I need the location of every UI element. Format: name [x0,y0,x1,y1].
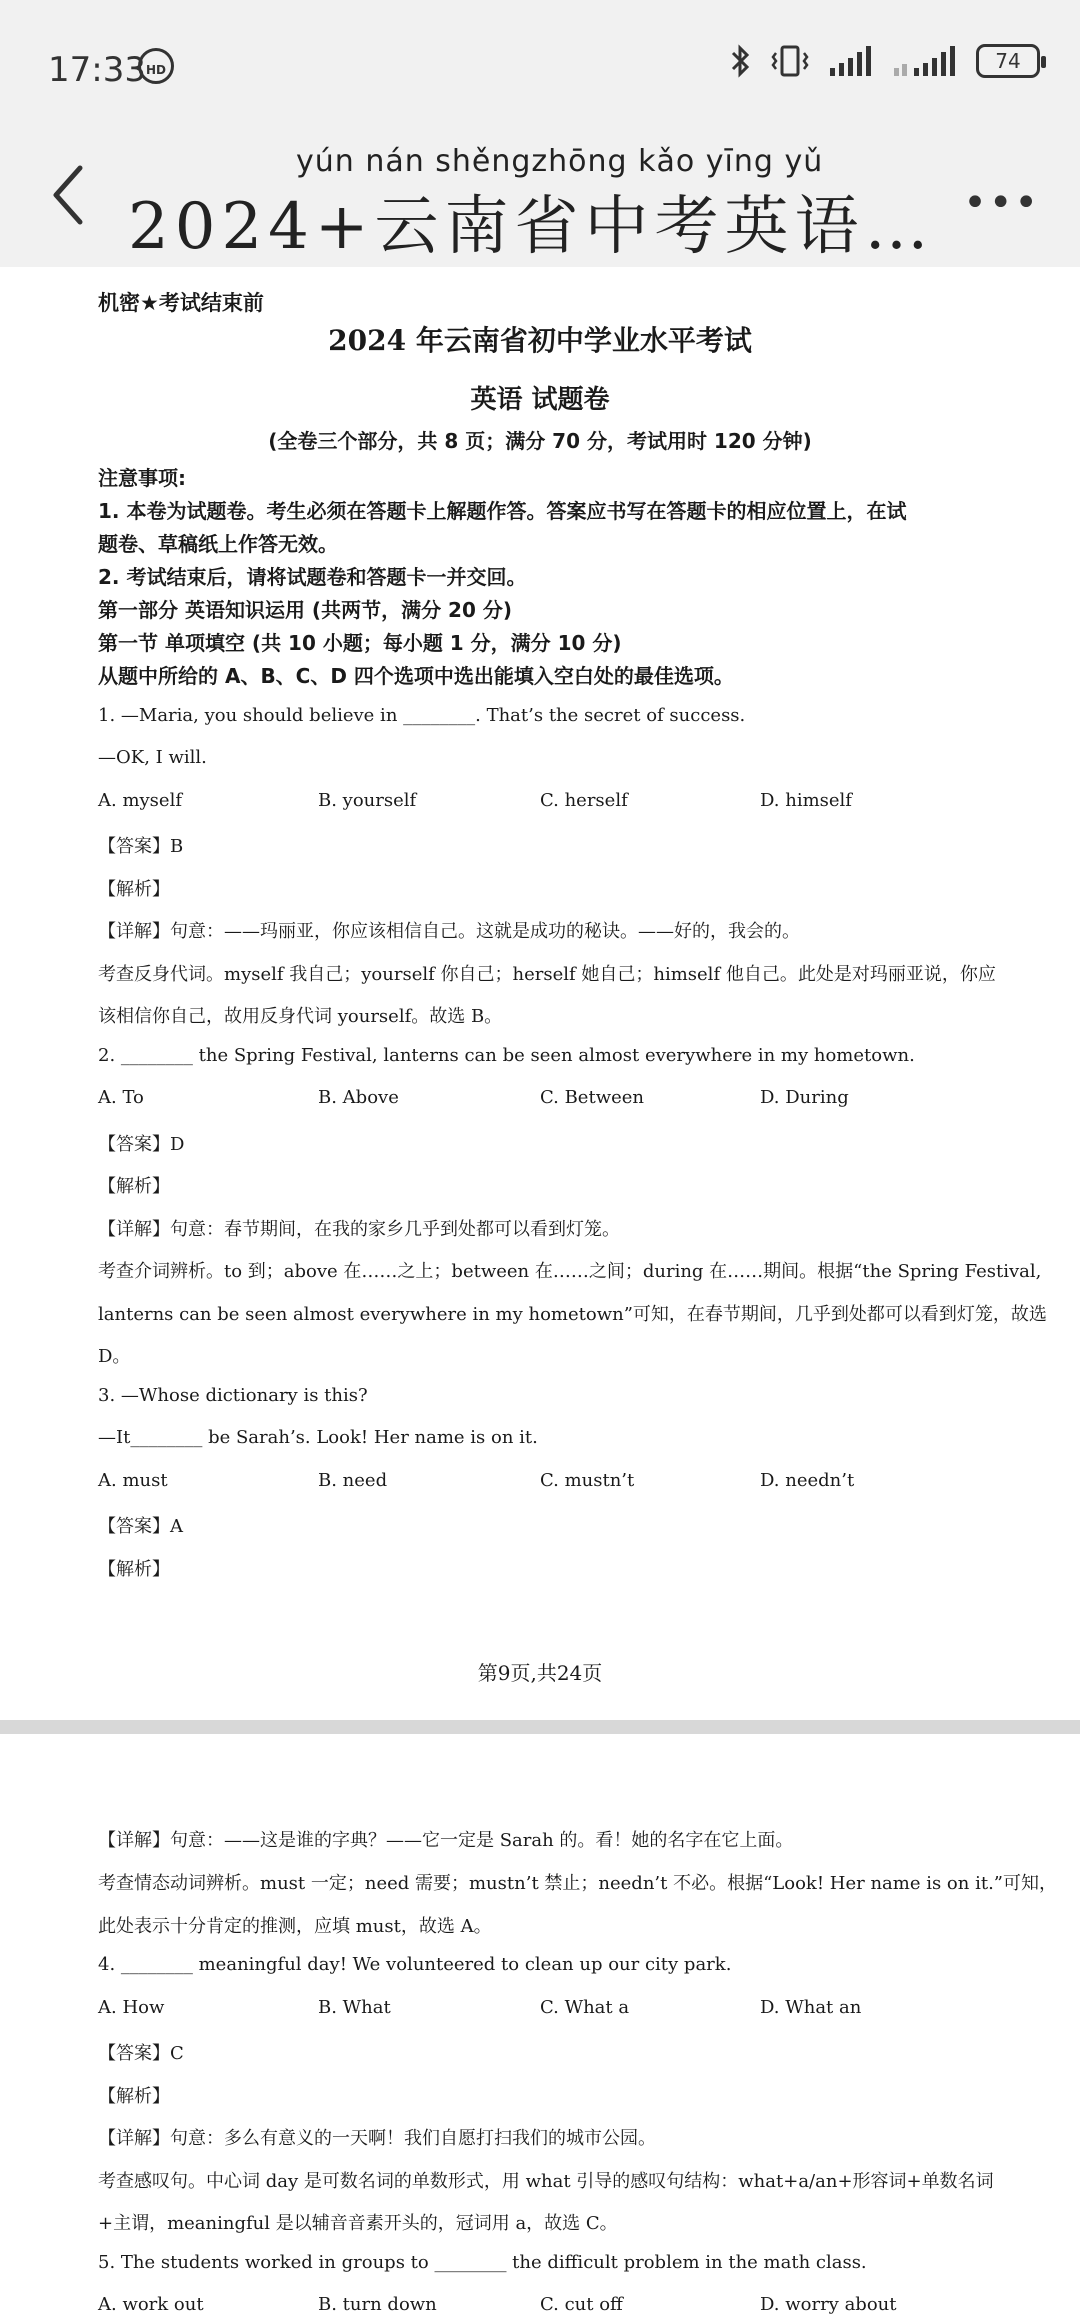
subject-title: 英语 试题卷 [470,385,610,415]
q1-detail: 【详解】句意：——玛丽亚，你应该相信自己。这就是成功的秘诀。——好的，我会的。 [98,921,800,942]
back-arrow-icon[interactable] [44,160,94,230]
clock: 17:33 [48,50,146,90]
q1-explanation-b: 该相信你自己，故用反身代词 yourself。故选 B。 [98,1006,503,1027]
status-bar [0,0,1080,130]
vibrate-icon [770,44,810,78]
q3-stem: 3. —Whose dictionary is this? [98,1385,368,1406]
q2-option-b: B. Above [318,1087,399,1108]
q3-option-a: A. must [98,1470,168,1491]
bluetooth-icon [730,44,752,78]
signal-secondary-icon [892,44,958,78]
system-icons [730,44,1040,78]
title-container [128,144,935,267]
instruction: 从题中所给的 A、B、C、D 四个选项中选出能填入空白处的最佳选项。 [98,664,734,688]
q3-explanation-b: 此处表示十分肯定的推测，应填 must，故选 A。 [98,1916,492,1937]
q5-option-b: B. turn down [318,2294,437,2315]
q2-explanation-a: 考查介词辨析。to 到；above 在……之上；between 在……之间；during 在……期间。根据“the Spring Festival, [98,1261,1042,1282]
q1-option-c: C. herself [540,790,628,811]
hd-label: HD [145,63,166,77]
q3-detail: 【详解】句意：——这是谁的字典？——它一定是 Sarah 的。看！她的名字在它上面。 [98,1830,794,1851]
q4-explanation-b: +主谓，meaningful 是以辅音音素开头的，冠词用 a，故选 C。 [98,2213,618,2234]
q4-option-c: C. What a [540,1997,630,2018]
q4-analysis-label: 【解析】 [98,2086,170,2107]
document-page-2 [0,1734,1080,2324]
q2-option-a: A. To [98,1087,144,1108]
q5-option-d: D. worry about [760,2294,897,2315]
hd-icon [138,48,174,84]
q4-explanation-a: 考查感叹句。中心词 day 是可数名词的单数形式，用 what 引导的感叹句结构：what+a/an+形容词+单数名词 [98,2171,994,2192]
q1-stem: 1. —Maria, you should believe in ________. That’s the secret of success. [98,705,746,726]
secret-label: 机密★考试结束前 [98,291,264,315]
q3-analysis-label: 【解析】 [98,1559,170,1580]
q2-explanation-c: D。 [98,1346,131,1367]
page-title: 2024+云南省中考英语… [128,190,935,264]
exam-title: 2024 年云南省初中学业水平考试 [328,324,752,357]
title-pinyin: yún nán shěngzhōng kǎo yīng yǔ [296,144,824,179]
signal-icon [828,44,874,78]
q1-analysis-label: 【解析】 [98,879,170,900]
q4-option-a: A. How [98,1997,165,2018]
q4-stem: 4. ________ meaningful day! We volunteered to clean up our city park. [98,1954,732,1975]
part1-heading: 第一部分 英语知识运用 (共两节，满分 20 分) [98,598,512,622]
q3-option-c: C. mustn’t [540,1470,635,1491]
document-page-1 [0,267,1080,1717]
battery-level: 74 [995,49,1021,73]
q1-answer: 【答案】B [98,836,184,857]
q1-option-b: B. yourself [318,790,417,811]
q1-explanation-a: 考查反身代词。myself 我自己；yourself 你自己；herself 她自己；himself 他自己。此处是对玛丽亚说，你应 [98,964,996,985]
q3-explanation-a: 考查情态动词辨析。must 一定；need 需要；mustn’t 禁止；needn’t 不必。根据“Look! Her name is on it.”可知， [98,1873,1057,1894]
q5-stem: 5. The students worked in groups to ________ the difficult problem in the math class. [98,2252,867,2273]
q3-option-b: B. need [318,1470,388,1491]
notice-1b: 题卷、草稿纸上作答无效。 [98,532,338,556]
q2-option-d: D. During [760,1087,849,1108]
q2-detail: 【详解】句意：春节期间，在我的家乡几乎到处都可以看到灯笼。 [98,1219,620,1240]
q4-detail: 【详解】句意：多么有意义的一天啊！我们自愿打扫我们的城市公园。 [98,2128,656,2149]
title-bar [0,130,1080,267]
q3-option-d: D. needn’t [760,1470,855,1491]
q1-option-d: D. himself [760,790,852,811]
notice-title: 注意事项: [98,466,186,490]
q2-stem: 2. ________ the Spring Festival, lanterns can be seen almost everywhere in my hometown. [98,1045,915,1066]
section1-heading: 第一节 单项填空 (共 10 小题；每小题 1 分，满分 10 分) [98,631,622,655]
q4-option-b: B. What [318,1997,391,2018]
more-options-icon[interactable]: ••• [963,180,1040,226]
q3-answer: 【答案】A [98,1516,183,1537]
q2-option-c: C. Between [540,1087,644,1108]
q2-explanation-b: lanterns can be seen almost everywhere in my hometown”可知，在春节期间，几乎到处都可以看到灯笼，故选 [98,1304,1047,1325]
exam-meta: (全卷三个部分，共 8 页；满分 70 分，考试用时 120 分钟) [268,429,812,453]
notice-1a: 1. 本卷为试题卷。考生必须在答题卡上解题作答。答案应书写在答题卡的相应位置上，在试 [98,499,907,523]
q5-option-c: C. cut off [540,2294,623,2315]
q2-analysis-label: 【解析】 [98,1176,170,1197]
page-number: 第9页,共24页 [477,1661,603,1685]
notice-2: 2. 考试结束后，请将试题卷和答题卡一并交回。 [98,565,527,589]
q1-option-a: A. myself [98,790,182,811]
q5-option-a: A. work out [98,2294,204,2315]
q2-answer: 【答案】D [98,1134,185,1155]
battery-icon [976,44,1040,78]
q4-option-d: D. What an [760,1997,862,2018]
q3-reply: —It________ be Sarah’s. Look! Her name is on it. [98,1427,538,1448]
q4-answer: 【答案】C [98,2043,184,2064]
page-separator [0,1720,1080,1734]
q1-reply: —OK, I will. [98,747,207,768]
